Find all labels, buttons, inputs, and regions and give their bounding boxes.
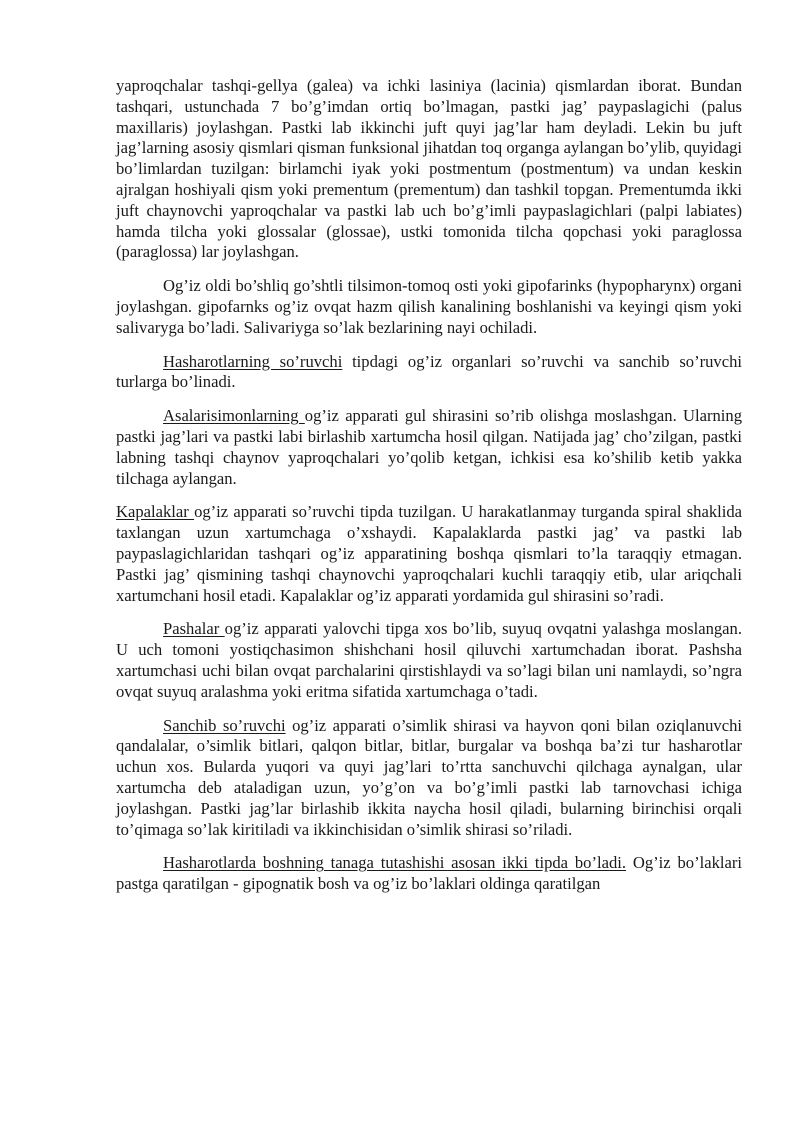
- paragraph-text: tipdagi og’iz organlari so’ruvchi va sanchib so’ruvchi turlarga bo’linadi.: [116, 351, 742, 392]
- document-page: [116, 76, 742, 908]
- paragraph-hypopharynx: [116, 276, 742, 338]
- paragraph-butterflies: [116, 502, 742, 606]
- paragraph-text: og’iz apparati so’ruvchi tipda tuzilgan. U harakatlanmay turganda spiral shaklida taxlangan uzun xartumchaga o’xshaydi. Kapalaklarda pastki jag’ va pastki lab paypaslagichlaridan tashqari og’iz apparatining boshqa qismlari to’la taraqqiy etmagan. Pastki jag’ qismining tashqi chaynovchi yaproqchalari kuchli taraqqiy etib, ular ariqchali xartumchani hosil etadi. Kapalaklar og’iz apparati yordamida gul shirasini so’radi.: [116, 502, 743, 605]
- paragraph-sucking-types: [116, 352, 742, 394]
- paragraph-text: Og’iz oldi bo’shliq go’shtli tilsimon-tomoq osti yoki gipofarinks (hypopharynx) organi joylashgan. gipofarnks og’iz ovqat hazm qilish kanalining boshlanishi va keyingi qism yoki salivaryga bo’ladi. Salivariyga so’lak bezlarining nayi ochiladi.: [116, 276, 742, 337]
- paragraph-text: og’iz apparati gul shirasini so’rib olishga moslashgan. Ularning pastki jag’lari va pastki labi birlashib xartumcha hosil qilgan. Natijada jag’ cho’zilgan, pastki labning tashqi chaynov yaproqchalari yo’qolib ketgan, ichkisi esa ko’shilib ketib yakka tilchaga aylangan.: [116, 406, 742, 488]
- underlined-term: Hasharotlarda boshning tanaga tutashishi asosan ikki tipda bo’ladi.: [163, 853, 627, 873]
- underlined-term: Kapalaklar: [116, 502, 195, 522]
- paragraph-text: yaproqchalar tashqi-gellya (galea) va ichki lasiniya (lacinia) qismlardan iborat. Bundan tashqari, ustunchada 7 bo’g’imdan ortiq bo’lmagan, pastki jag’ paypaslagichi (palus maxillaris) joylashgan. Pastki lab ikkinchi juft quyi jag’lar ham deyladi. Lekin bu juft jag’larning asosiy qismlari qisman funksional jihatdan toq organga aylangan bo’ylib, quyidagi bo’limlardan tuzilgan: birlamchi iyak yoki postmentum (postmentum) va undan keskin ajralgan hoshiyali qism yoki prementum (prementum) dan tashkil topgan. Prementumda ikki juft chaynovchi yaproqchalar va pastki lab uch bo’g’imli paypaslagichlari (palpi labiates) hamda tilcha yoki glossalar (glossae), ustki tomonida tilcha qopchasi yoki paraglossa (paraglossa) lar joylashgan.: [116, 76, 742, 262]
- paragraph-text: og’iz apparati yalovchi tipga xos bo’lib, suyuq ovqatni yalashga moslangan. U uch tomoni yostiqchasimon shishchani hosil qiluvchi xartumchadan iborat. Pashsha xartumchasi uchi bilan ovqat parchalarini qirstishlaydi va so’lagi bilan uni namlaydi, so’ngra ovqat suyuq aralashma yoki eritma sifatida xartumchaga o’tadi.: [116, 619, 742, 701]
- paragraph-head-attachment: [116, 853, 742, 895]
- paragraph-flies: [116, 619, 742, 702]
- paragraph-mouthparts-maxilla: [116, 76, 742, 263]
- underlined-term: Sanchib so’ruvchi: [163, 715, 286, 735]
- underlined-term: Pashalar: [163, 619, 225, 639]
- underlined-term: Hasharotlarning so’ruvchi: [163, 351, 343, 371]
- paragraph-text: og’iz apparati o’simlik shirasi va hayvon qoni bilan oziqlanuvchi qandalalar, o’simlik bitlari, qalqon bitlar, bitlar, burgalar va boshqa ba’zi tur hasharotlar uchun xos. Bularda yuqori va quyi jag’lari to’rtta sanchuvchi qilchaga aynalgan, ular xartumcha deb ataladigan uzun, yo’g’on va bo’g’imli pastki lab tarnovchasi ichiga joylashgan. Pastki jag’lar birlashib ikkita naycha hosil qiladi, bularning birinchisi orqali to’qimaga so’lak kiritiladi va ikkinchisidan o’simlik shirasi so’riladi.: [116, 715, 742, 839]
- paragraph-bees: [116, 406, 742, 489]
- paragraph-text: Og’iz bo’laklari pastga qaratilgan - gipognatik bosh va og’iz bo’laklari oldinga qaratilgan: [116, 853, 742, 894]
- underlined-term: Asalarisimonlarning: [163, 406, 305, 426]
- paragraph-piercing-sucking: [116, 716, 742, 841]
